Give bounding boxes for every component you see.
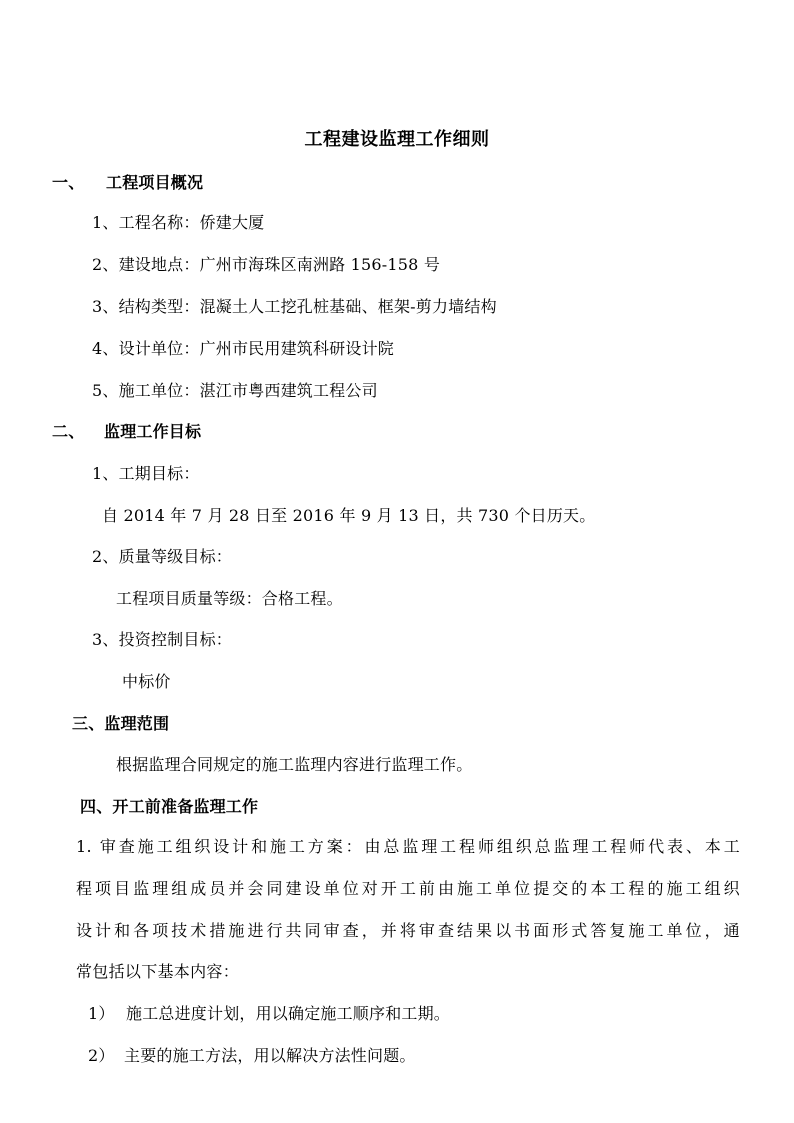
- structure-type-line: 3、结构类型：混凝土人工挖孔桩基础、框架-剪力墙结构: [92, 297, 497, 316]
- section-4-paragraph-line-2: 程项目监理组成员并会同建设单位对开工前由施工单位提交的本工程的施工组织: [76, 879, 740, 898]
- investment-label: 3、投资控制目标：: [92, 630, 232, 649]
- project-name-line: 1、工程名称：侨建大厦: [92, 213, 265, 232]
- section-4-heading: 四、开工前准备监理工作: [80, 797, 259, 816]
- section-4-paragraph-line-1: 1. 审查施工组织设计和施工方案：由总监理工程师组织总监理工程师代表、本工: [76, 837, 740, 856]
- quality-label: 2、质量等级目标：: [92, 547, 232, 566]
- subitem-2-text: 主要的施工方法，用以解决方法性问题。: [124, 1046, 416, 1065]
- schedule-text: 自 2014 年 7 月 28 日至 2016 年 9 月 13 日，共 730 个日历天。: [102, 506, 596, 525]
- schedule-label: 1、工期目标：: [92, 464, 200, 483]
- section-1-heading: 工程项目概况: [106, 173, 204, 192]
- construction-unit-line: 5、施工单位：湛江市粤西建筑工程公司: [92, 381, 378, 400]
- section-4-paragraph-line-3: 设计和各项技术措施进行共同审查，并将审查结果以书面形式答复施工单位，通: [76, 921, 740, 940]
- subitem-1: [88, 1003, 450, 1025]
- section-1-number: 一、: [52, 173, 85, 192]
- section-2-number: 二、: [52, 422, 85, 441]
- subitem-2-number: 2）: [88, 1046, 115, 1065]
- investment-text: 中标价: [122, 672, 171, 691]
- subitem-1-text: 施工总进度计划，用以确定施工顺序和工期。: [126, 1004, 451, 1023]
- project-location-line: 2、建设地点：广州市海珠区南洲路 156-158 号: [92, 255, 441, 274]
- design-unit-line: 4、设计单位：广州市民用建筑科研设计院: [92, 339, 394, 358]
- subitem-1-number: 1）: [88, 1004, 115, 1023]
- section-3-text: 根据监理合同规定的施工监理内容进行监理工作。: [116, 755, 473, 774]
- section-3-heading: 三、监理范围: [72, 714, 170, 733]
- section-4-paragraph-line-4: 常包括以下基本内容：: [76, 962, 240, 981]
- section-2-heading: 监理工作目标: [104, 422, 202, 441]
- subitem-2: [88, 1045, 416, 1067]
- document-title: 工程建设监理工作细则: [304, 129, 490, 150]
- quality-text: 工程项目质量等级：合格工程。: [116, 589, 343, 608]
